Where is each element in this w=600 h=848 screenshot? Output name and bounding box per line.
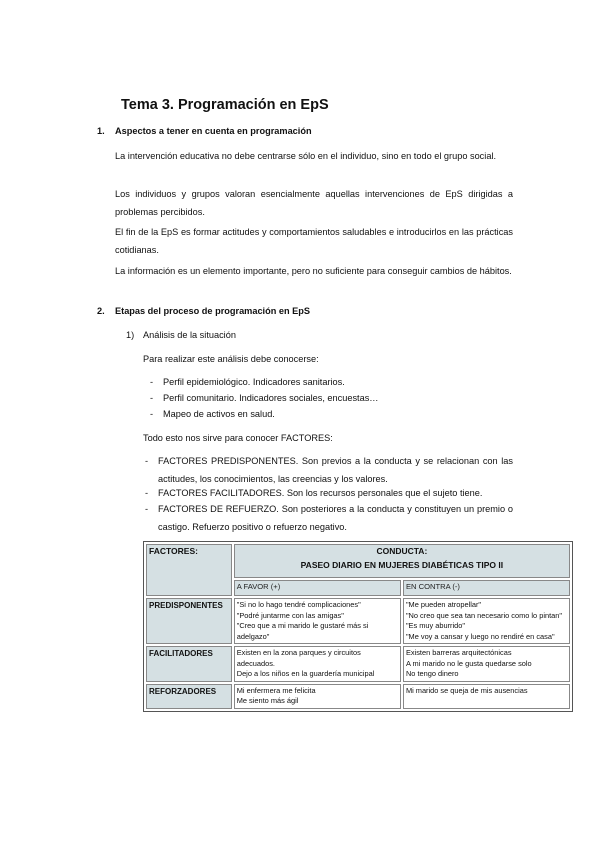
section-2-number: 2. (97, 306, 105, 316)
row-label-reforzadores: REFORZADORES (146, 684, 232, 709)
row-label-facilitadores: FACILITADORES (146, 646, 232, 682)
table-cell: Existen barreras arquitectónicas A mi marido no le gusta quedarse solo No tengo dinero (403, 646, 570, 682)
paragraph-4: La información es un elemento importante, pero no suficiente para conseguir cambios de hábitos. (115, 266, 512, 276)
subsection-1-number: 1) (126, 330, 135, 340)
conducta-subtitle: PASEO DIARIO EN MUJERES DIABÉTICAS TIPO II (300, 559, 504, 570)
paragraph-2: Los individuos y grupos valoran esencialmente aquellas intervenciones de EpS dirigidas a problemas percibidos. (115, 189, 513, 217)
dash-bullet: - (145, 456, 149, 466)
paragraph-1: La intervención educativa no debe centrarse sólo en el individuo, sino en todo el grupo social. (115, 151, 497, 161)
dash-bullet: - (145, 504, 149, 514)
table-cell: "Si no lo hago tendré complicaciones" "Podré juntarme con las amigas" "Creo que a mi marido le gustaré más si adelgazo" (234, 598, 401, 644)
conducta-label: CONDUCTA: (376, 546, 428, 556)
column-header-favor: A FAVOR (+) (234, 580, 401, 596)
factors-table (143, 541, 573, 712)
table-cell: Mi marido se queja de mis ausencias (403, 684, 570, 709)
section-1-title: Aspectos a tener en cuenta en programación (115, 126, 312, 136)
list-item: - Perfil epidemiológico. Indicadores sanitarios. (150, 377, 345, 387)
table-cell: "Me pueden atropellar" "No creo que sea tan necesario como lo pintan" "Es muy aburrido" "Me voy a cansar y luego no rendiré en casa" (403, 598, 570, 644)
section-2-title: Etapas del proceso de programación en EpS (115, 306, 311, 316)
table-conducta-header (234, 544, 570, 578)
list-item: - Perfil comunitario. Indicadores sociales, encuestas… (150, 393, 379, 403)
table-corner: FACTORES: (146, 544, 232, 596)
analysis-intro: Para realizar este análisis debe conocerse: (143, 354, 319, 364)
dash-bullet: - (150, 409, 154, 419)
section-1-heading (97, 126, 312, 136)
factors-intro: Todo esto nos sirve para conocer FACTORES: (143, 433, 333, 443)
subsection-1-title: Análisis de la situación (143, 330, 236, 340)
list-item: - Mapeo de activos en salud. (150, 409, 275, 419)
factor-item: - FACTORES FACILITADORES. Son los recursos personales que el sujeto tiene. (158, 484, 513, 502)
factor-item: - FACTORES DE REFUERZO. Son posteriores a la conducta y constituyen un premio o castigo. Refuerzo positivo o refuerzo negativo. (158, 500, 513, 536)
subsection-1-heading (126, 330, 236, 340)
dash-bullet: - (145, 488, 149, 498)
dash-bullet: - (150, 393, 154, 403)
section-2-heading (97, 306, 311, 316)
paragraph-3: El fin de la EpS es formar actitudes y comportamientos saludables e introducirlos en las prácticas cotidianas. (115, 227, 513, 255)
factor-item: - FACTORES PREDISPONENTES. Son previos a la conducta y se relacionan con las actitudes, los conocimientos, las creencias y los valores. (158, 452, 513, 488)
column-header-contra: EN CONTRA (-) (403, 580, 570, 596)
page-title: Tema 3. Programación en EpS (121, 97, 329, 113)
dash-bullet: - (150, 377, 154, 387)
section-1-number: 1. (97, 126, 105, 136)
table-cell: Mi enfermera me felicita Me siento más ágil (234, 684, 401, 709)
table-cell: Existen en la zona parques y circuitos adecuados. Dejo a los niños en la guardería municipal (234, 646, 401, 682)
row-label-predisponentes: PREDISPONENTES (146, 598, 232, 644)
